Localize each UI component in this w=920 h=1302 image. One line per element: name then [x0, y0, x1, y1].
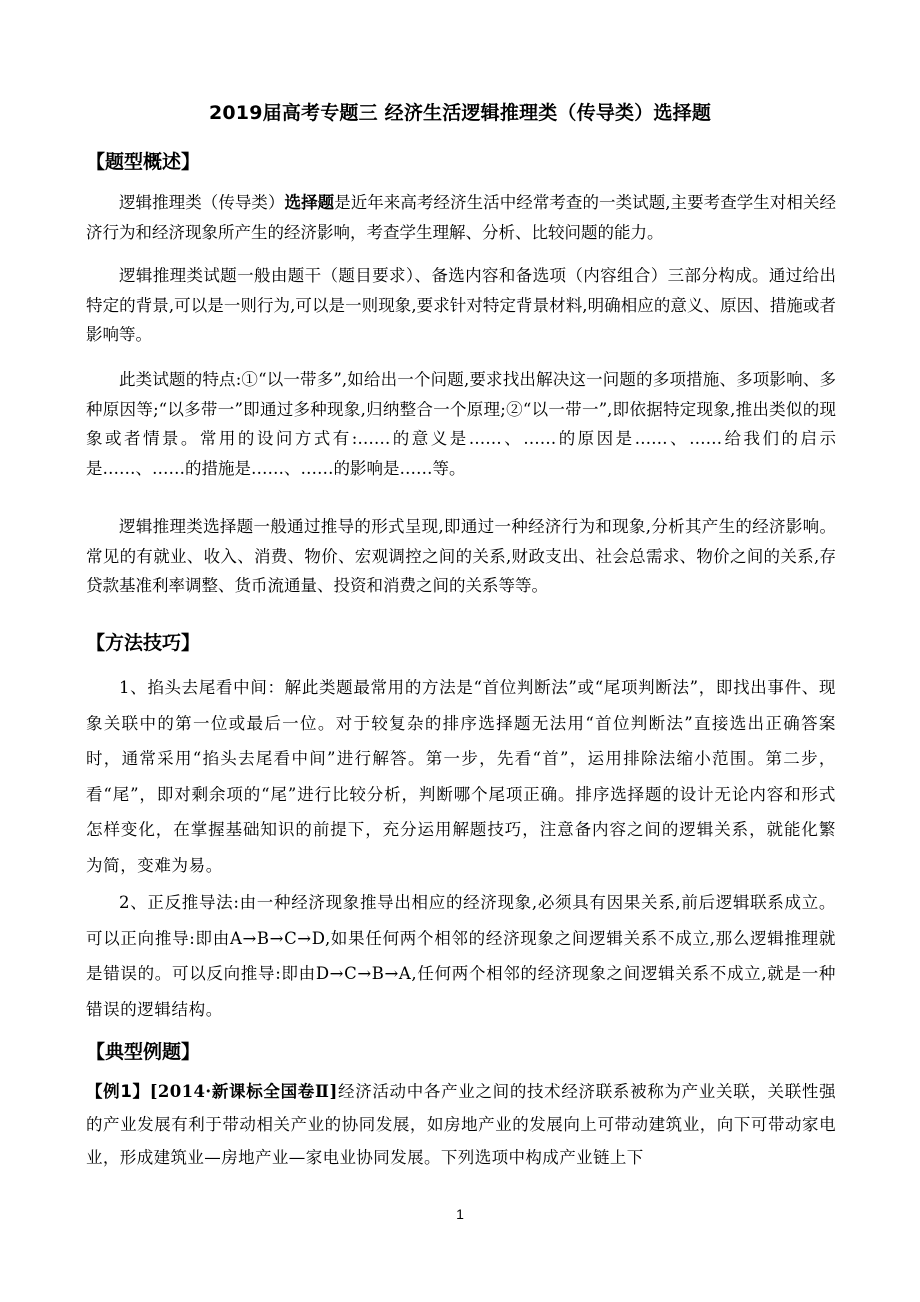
overview-paragraph-3: 此类试题的特点:①“以一带多”,如给出一个问题,要求找出解决这一问题的多项措施、多项影响、多种原因等;“以多带一”即通过多种现象,归纳整合一个原理;②“以一带一”,即依据特定现象,推出类似的现象或者情景。常用的设问方式有:……的意义是……、……的原因是……、……给我们的启示是……、……的措施是……、……的影响是……等。: [86, 370, 836, 478]
example-text: 经济活动中各产业之间的技术经济联系被称为产业关联，关联性强的产业发展有利于带动相关产业的协同发展，如房地产业的发展向上可带动建筑业，向下可带动家电业，形成建筑业—房地产业—家电业协同发展。下列选项中构成产业链上下: [86, 1082, 836, 1167]
methods-paragraph-1: 1、掐头去尾看中间：解此类题最常用的方法是“首位判断法”或“尾项判断法”，即找出事件、现象关联中的第一位或最后一位。对于较复杂的排序选择题无法用“首位判断法”直接选出正确答案时，通常采用“掐头去尾看中间”进行解答。第一步，先看“首”，运用排除法缩小范围。第二步，看“尾”，即对剩余项的“尾”进行比较分析，判断哪个尾项正确。排序选择题的设计无论内容和形式怎样变化，在掌握基础知识的前提下，充分运用解题技巧，注意备内容之间的逻辑关系，就能化繁为简，变难为易。: [86, 678, 836, 875]
overview-p1-text-b: 是近年来高考经济生活中经常考查的一类试题,主要考查学生对相关经济行为和经济现象所产生的经济影响，考查学生理解、分析、比较问题的能力。: [86, 193, 837, 242]
overview-p1-keyword: 选择题: [284, 193, 335, 212]
section-heading-examples: 【典型例题】: [86, 1041, 201, 1063]
section-heading-methods: 【方法技巧】: [86, 632, 201, 654]
page-number: 1: [456, 1206, 464, 1222]
example-paragraph: [86, 1075, 836, 1174]
example-source: [2014·新课标全国卷Ⅱ]: [149, 1082, 338, 1101]
overview-paragraph-2: 逻辑推理类试题一般由题干（题目要求）、备选内容和备选项（内容组合）三部分构成。通过给出特定的背景,可以是一则行为,可以是一则现象,要求针对特定背景材料,明确相应的意义、原因、措施或者影响等。: [86, 266, 836, 344]
section-heading-overview: 【题型概述】: [86, 151, 201, 173]
methods-paragraph-2: 2、正反推导法:由一种经济现象推导出相应的经济现象,必须具有因果关系,前后逻辑联系成立。可以正向推导:即由A→B→C→D,如果任何两个相邻的经济现象之间逻辑关系不成立,那么逻辑推理就是错误的。可以反向推导:即由D→C→B→A,任何两个相邻的经济现象之间逻辑关系不成立,就是一种错误的逻辑结构。: [86, 893, 836, 1019]
overview-p1-text-a: 逻辑推理类（传导类）: [119, 193, 285, 212]
example-label: 【例1】: [86, 1082, 150, 1101]
page-title: 2019届高考专题三 经济生活逻辑推理类（传导类）选择题: [208, 102, 712, 124]
overview-paragraph-4: 逻辑推理类选择题一般通过推导的形式呈现,即通过一种经济行为和现象,分析其产生的经济影响。常见的有就业、收入、消费、物价、宏观调控之间的关系,财政支出、社会总需求、物价之间的关系,存贷款基准利率调整、货币流通量、投资和消费之间的关系等等。: [86, 517, 836, 595]
overview-paragraph-1: [86, 188, 836, 247]
